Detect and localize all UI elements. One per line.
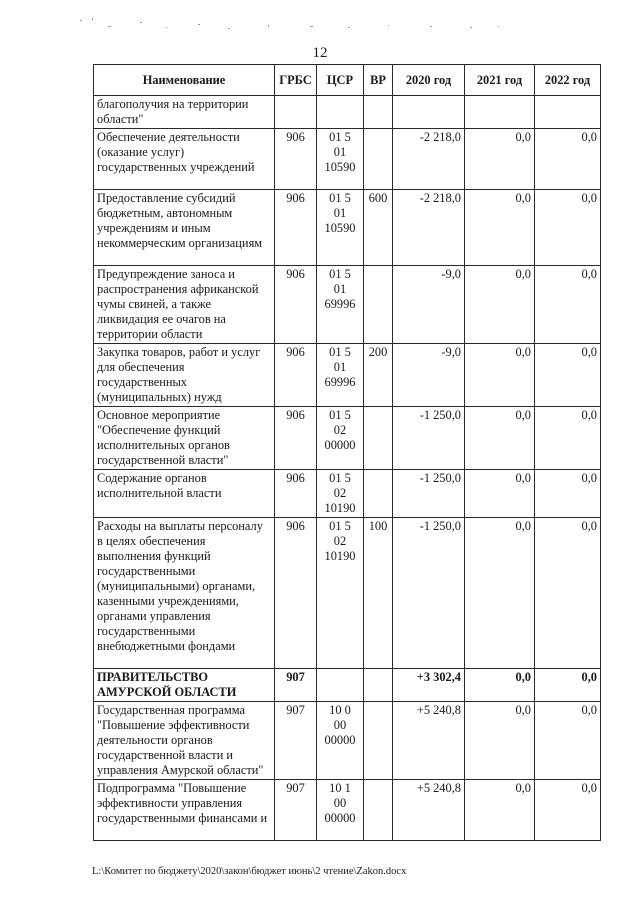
cell-vr [364,470,393,518]
cell-y2022: 0,0 [535,669,601,702]
cell-y2022: 0,0 [535,470,601,518]
cell-y2022: 0,0 [535,780,601,841]
cell-name: Содержание органов исполнительной власти [94,470,275,518]
header-csr: ЦСР [317,65,364,96]
cell-csr: 01 5 02 10190 [317,518,364,669]
cell-y2021: 0,0 [465,669,535,702]
cell-y2020: -1 250,0 [393,407,465,470]
cell-vr [364,129,393,190]
table-row [94,669,601,702]
cell-grbs: 906 [275,129,317,190]
cell-y2021 [465,96,535,129]
cell-vr [364,780,393,841]
cell-grbs: 907 [275,780,317,841]
cell-y2021: 0,0 [465,780,535,841]
cell-y2020: +5 240,8 [393,780,465,841]
cell-grbs: 906 [275,518,317,669]
cell-name: Основное мероприятие "Обеспечение функций исполнительных органов государственной власти" [94,407,275,470]
cell-y2021: 0,0 [465,344,535,407]
header-2021: 2021 год [465,65,535,96]
cell-vr: 100 [364,518,393,669]
header-2020: 2020 год [393,65,465,96]
cell-name: благополучия на территории области" [94,96,275,129]
cell-csr: 01 5 01 69996 [317,344,364,407]
cell-name: Государственная программа "Повышение эффективности деятельности органов государственной власти и управления Амурской области" [94,702,275,780]
cell-vr [364,266,393,344]
header-name: Наименование [94,65,275,96]
cell-vr [364,407,393,470]
cell-y2022: 0,0 [535,518,601,669]
cell-name: Подпрограмма "Повышение эффективности управления государственными финансами и [94,780,275,841]
cell-grbs: 906 [275,470,317,518]
cell-y2020 [393,96,465,129]
table-row [94,96,601,129]
cell-y2020: +5 240,8 [393,702,465,780]
cell-y2022 [535,96,601,129]
cell-y2020: -9,0 [393,344,465,407]
cell-grbs [275,96,317,129]
cell-name: Расходы на выплаты персоналу в целях обеспечения выполнения функций государственными (муниципальными) органами, казенными учреждениями, органами управления государственными внебюджетными фондами [94,518,275,669]
cell-name: Предупреждение заноса и распространения африканской чумы свиней, а также ликвидация ее очагов на территории области [94,266,275,344]
cell-csr: 01 5 02 10190 [317,470,364,518]
table-row [94,702,601,780]
cell-y2020: -2 218,0 [393,190,465,266]
cell-y2021: 0,0 [465,190,535,266]
cell-y2022: 0,0 [535,344,601,407]
cell-y2020: -2 218,0 [393,129,465,190]
header-grbs: ГРБС [275,65,317,96]
header-2022: 2022 год [535,65,601,96]
cell-csr: 01 5 01 10590 [317,129,364,190]
cell-y2020: -9,0 [393,266,465,344]
cell-grbs: 907 [275,669,317,702]
cell-y2022: 0,0 [535,129,601,190]
cell-y2022: 0,0 [535,190,601,266]
cell-csr: 01 5 01 10590 [317,190,364,266]
cell-vr: 200 [364,344,393,407]
cell-y2021: 0,0 [465,129,535,190]
cell-name: Предоставление субсидий бюджетным, автономным учреждениям и иным некоммерческим организациям [94,190,275,266]
cell-vr: 600 [364,190,393,266]
cell-y2022: 0,0 [535,702,601,780]
cell-grbs: 906 [275,407,317,470]
cell-y2022: 0,0 [535,407,601,470]
file-path-footer: L:\Комитет по бюджету\2020\закон\бюджет июнь\2 чтение\Zakon.docx [92,866,407,877]
cell-y2021: 0,0 [465,518,535,669]
cell-csr [317,669,364,702]
cell-y2022: 0,0 [535,266,601,344]
scan-artifact [78,14,508,34]
cell-csr: 10 1 00 00000 [317,780,364,841]
cell-vr [364,702,393,780]
cell-csr [317,96,364,129]
table-row [94,518,601,669]
table-row [94,470,601,518]
cell-vr [364,669,393,702]
cell-y2020: +3 302,4 [393,669,465,702]
budget-table [93,64,601,841]
table-row [94,780,601,841]
table-row [94,344,601,407]
table-header-row [94,65,601,96]
table-row [94,266,601,344]
page-number: 12 [312,45,328,61]
cell-y2020: -1 250,0 [393,470,465,518]
cell-vr [364,96,393,129]
cell-csr: 01 5 01 69996 [317,266,364,344]
cell-y2021: 0,0 [465,470,535,518]
cell-y2021: 0,0 [465,407,535,470]
table-row [94,129,601,190]
cell-csr: 01 5 02 00000 [317,407,364,470]
cell-grbs: 907 [275,702,317,780]
header-vr: ВР [364,65,393,96]
cell-y2020: -1 250,0 [393,518,465,669]
cell-grbs: 906 [275,266,317,344]
cell-y2021: 0,0 [465,266,535,344]
cell-name: Закупка товаров, работ и услуг для обеспечения государственных (муниципальных) нужд [94,344,275,407]
cell-grbs: 906 [275,344,317,407]
table-body [94,96,601,841]
table-row [94,190,601,266]
cell-y2021: 0,0 [465,702,535,780]
cell-name: Обеспечение деятельности (оказание услуг) государственных учреждений [94,129,275,190]
cell-csr: 10 0 00 00000 [317,702,364,780]
cell-name: ПРАВИТЕЛЬСТВО АМУРСКОЙ ОБЛАСТИ [94,669,275,702]
cell-grbs: 906 [275,190,317,266]
table-row [94,407,601,470]
